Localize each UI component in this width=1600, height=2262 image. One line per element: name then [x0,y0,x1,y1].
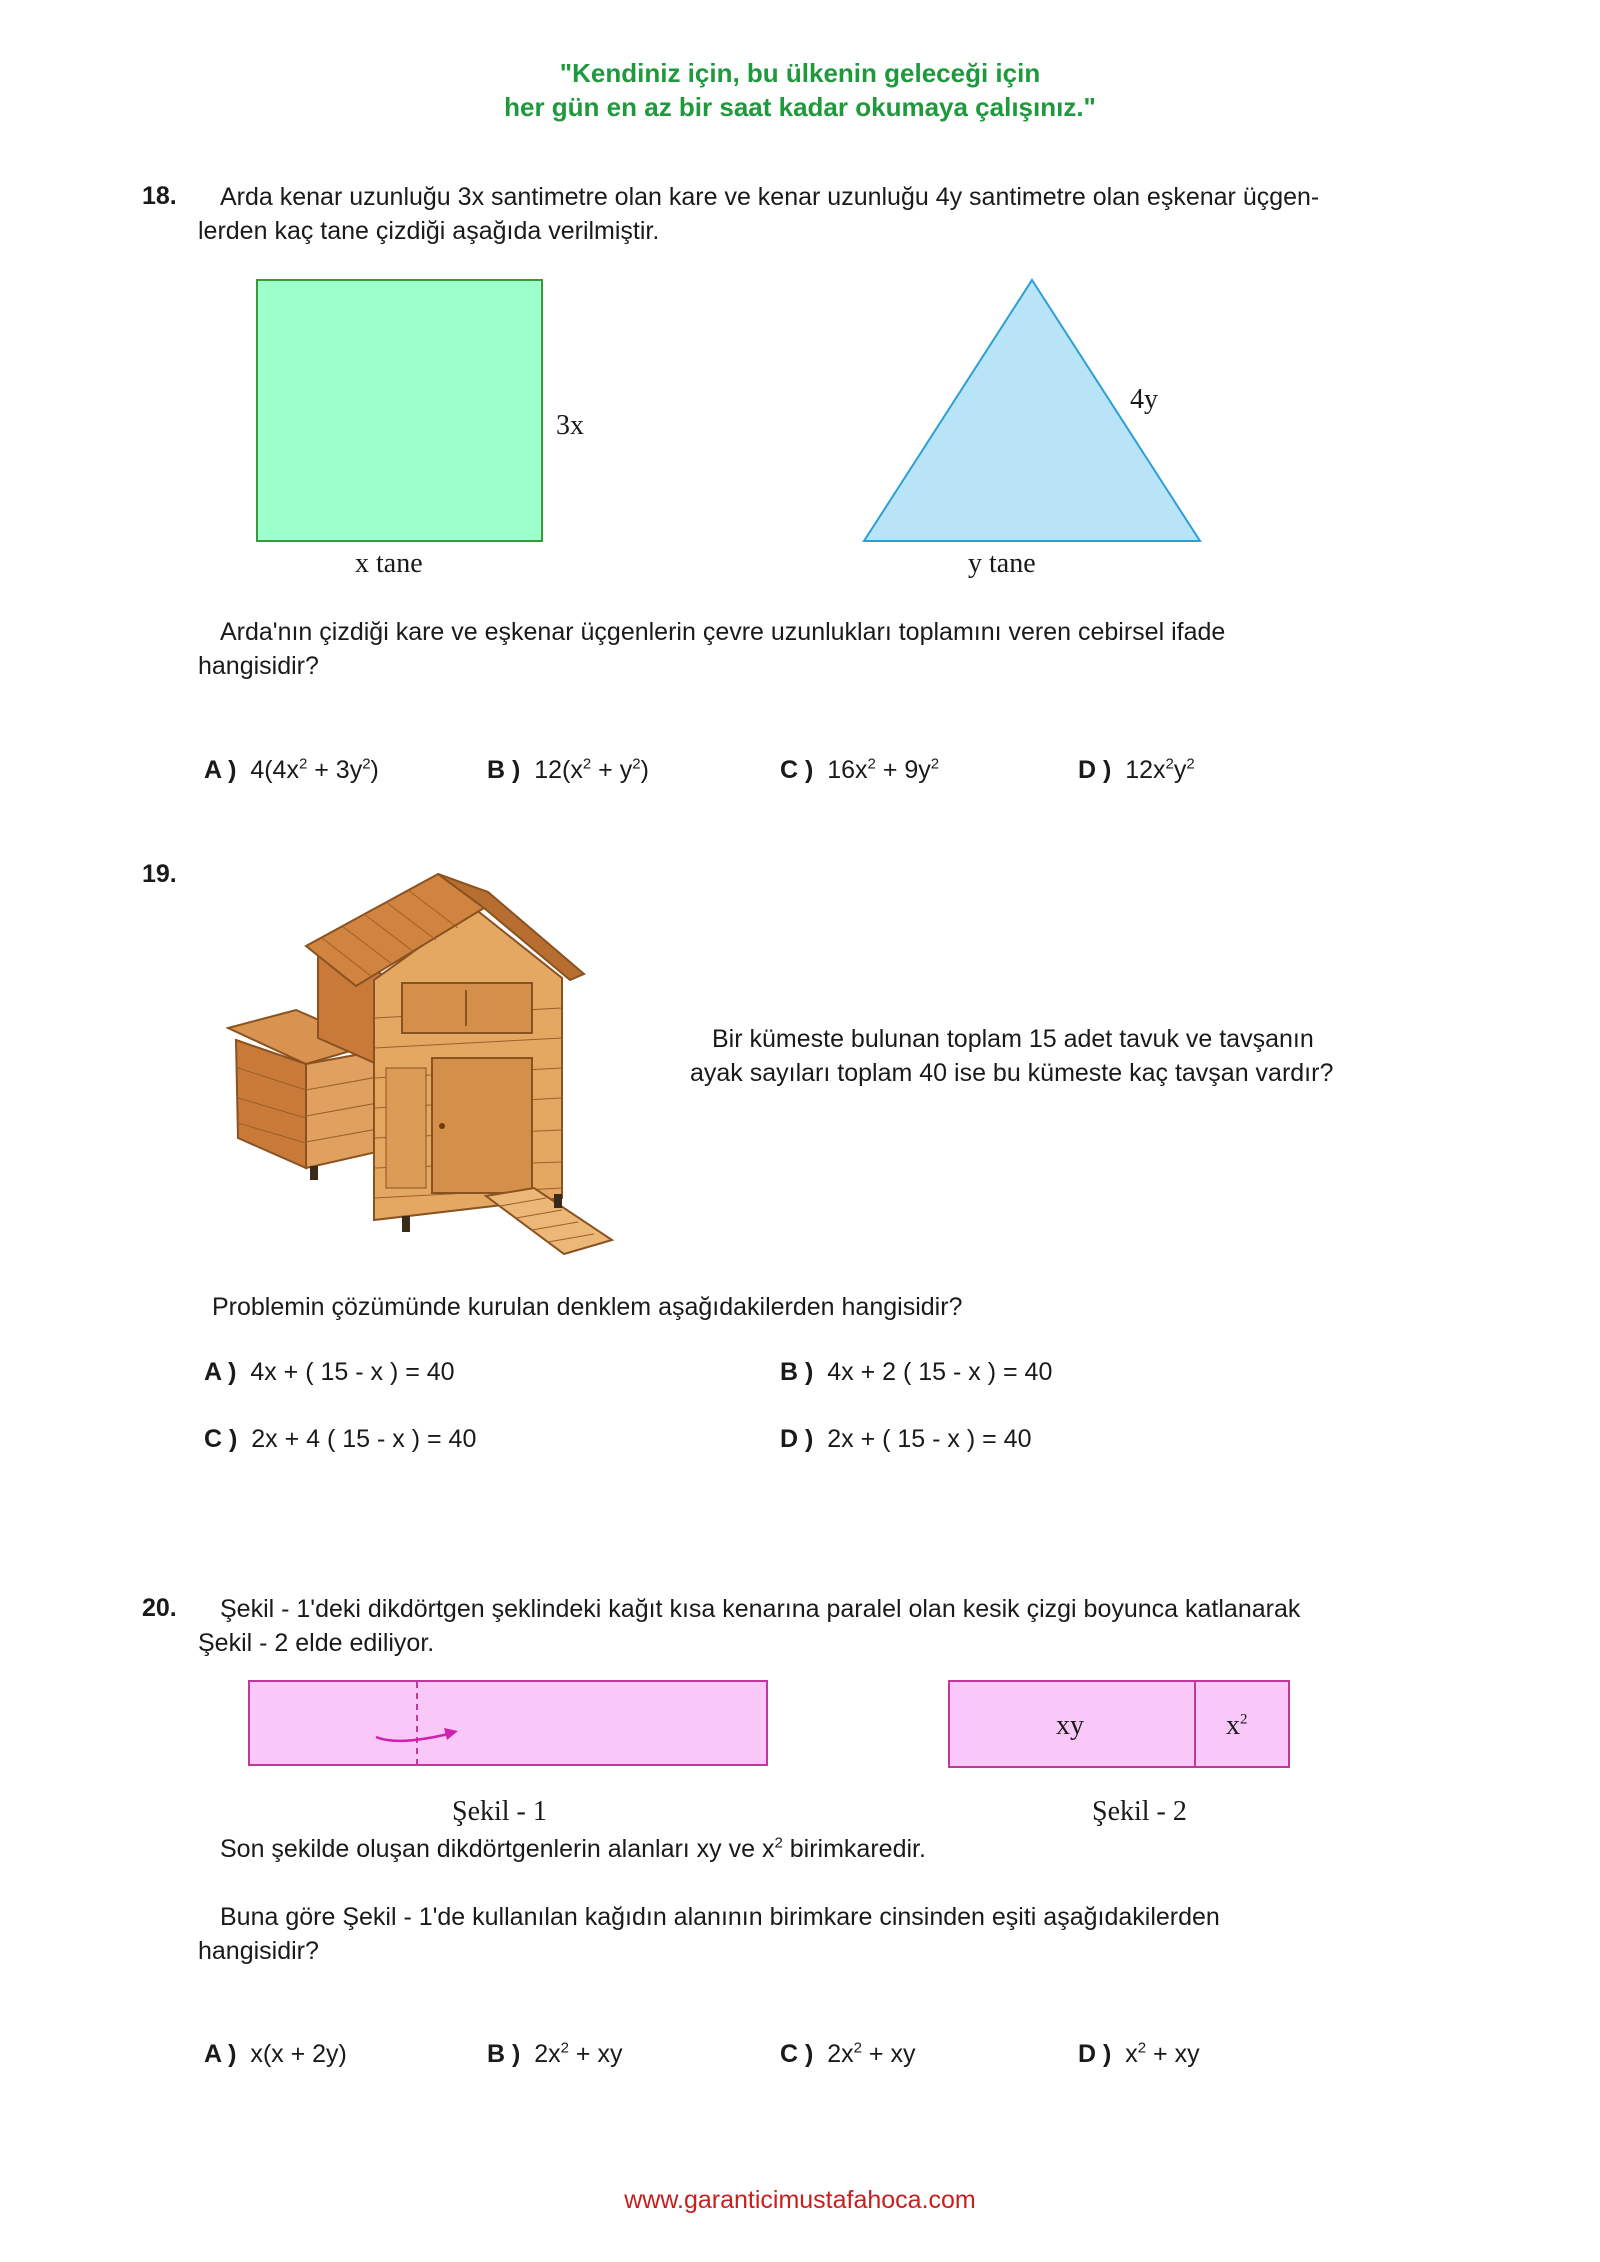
question-19-number: 19. [142,860,177,888]
question-19-problem-line-1: Bir kümeste bulunan toplam 15 adet tavuk ve tavşanın [712,1025,1314,1053]
question-18-number: 18. [142,182,177,210]
question-19-problem-line-2: ayak sayıları toplam 40 ise bu kümeste kaç tavşan vardır? [690,1059,1334,1087]
question-20-question-line-1: Buna göre Şekil - 1'de kullanılan kağıdın alanının birimkare cinsinden eşiti aşağıdakilerden [220,1903,1220,1931]
q20-option-b[interactable]: B ) $2x^2$ + xy [487,2039,623,2068]
q18-option-b[interactable]: B ) $12(x^2 + y^2)$ [487,755,649,784]
footer-url[interactable]: www.garanticimustafahoca.com [624,2186,976,2214]
figure-1-caption: Şekil - 1 [452,1796,547,1827]
triangle-side-label: 4y [1130,384,1158,415]
q19-option-c[interactable]: C ) 2x + 4 ( 15 - x ) = 40 [204,1425,477,1453]
figure-2-fold-edge [1194,1681,1196,1767]
q19-option-a[interactable]: A ) 4x + ( 15 - x ) = 40 [204,1358,455,1386]
figure-2-caption: Şekil - 2 [1092,1796,1187,1827]
question-18-text-line-1: Arda kenar uzunluğu 3x santimetre olan kare ve kenar uzunluğu 4y santimetre olan eşkenar üçgen- [220,183,1320,211]
q19-option-d[interactable]: D ) 2x + ( 15 - x ) = 40 [780,1425,1032,1453]
question-20-area-text: Son şekilde oluşan dikdörtgenlerin alanları xy ve $x^2$ birimkaredir. [220,1834,926,1863]
question-20-number: 20. [142,1594,177,1622]
triangle-count-label: y tane [968,548,1036,579]
square-count-label: x tane [355,548,423,579]
question-18-question-line-1: Arda'nın çizdiği kare ve eşkenar üçgenlerin çevre uzunlukları toplamını veren cebirsel ifade [220,618,1226,646]
question-20-question-line-2: hangisidir? [198,1937,319,1965]
question-20-text-line-1: Şekil - 1'deki dikdörtgen şeklindeki kağıt kısa kenarına paralel olan kesik çizgi boyunca katlanarak [220,1595,1301,1623]
motto-line-2: her gün en az bir saat kadar okumaya çalışınız." [504,92,1096,122]
figure-1-paper [248,1680,770,1768]
question-18-question-line-2: hangisidir? [198,652,319,680]
q19-option-b[interactable]: B ) 4x + 2 ( 15 - x ) = 40 [780,1358,1053,1386]
motto-line-1: "Kendiniz için, bu ülkenin geleceği için [559,58,1041,88]
square-side-label: 3x [556,410,584,441]
q20-option-c[interactable]: C ) $2x^2$ + xy [780,2039,916,2068]
question-19-question: Problemin çözümünde kurulan denklem aşağıdakilerden hangisidir? [212,1293,963,1321]
q18-option-c[interactable]: C ) $16x^2 + 9y^2$ [780,755,940,784]
question-20-text-line-2: Şekil - 2 elde ediliyor. [198,1629,435,1657]
square-figure [256,279,543,542]
figure-2-label-xy: xy [1056,1710,1084,1741]
chicken-coop-icon [226,868,676,1258]
figure-2-label-x-squared: $x^2$ [1226,1710,1248,1741]
q18-option-a[interactable]: A ) $4(4x^2 + 3y^2)$ [204,755,379,784]
question-18-text-line-2: lerden kaç tane çizdiği aşağıda verilmiştir. [198,217,660,245]
q20-option-a[interactable]: A ) x(x + 2y) [204,2040,347,2068]
q20-option-d[interactable]: D ) $x^2$ + xy [1078,2039,1200,2068]
q18-option-d[interactable]: D ) $12x^2y^2$ [1078,755,1195,784]
